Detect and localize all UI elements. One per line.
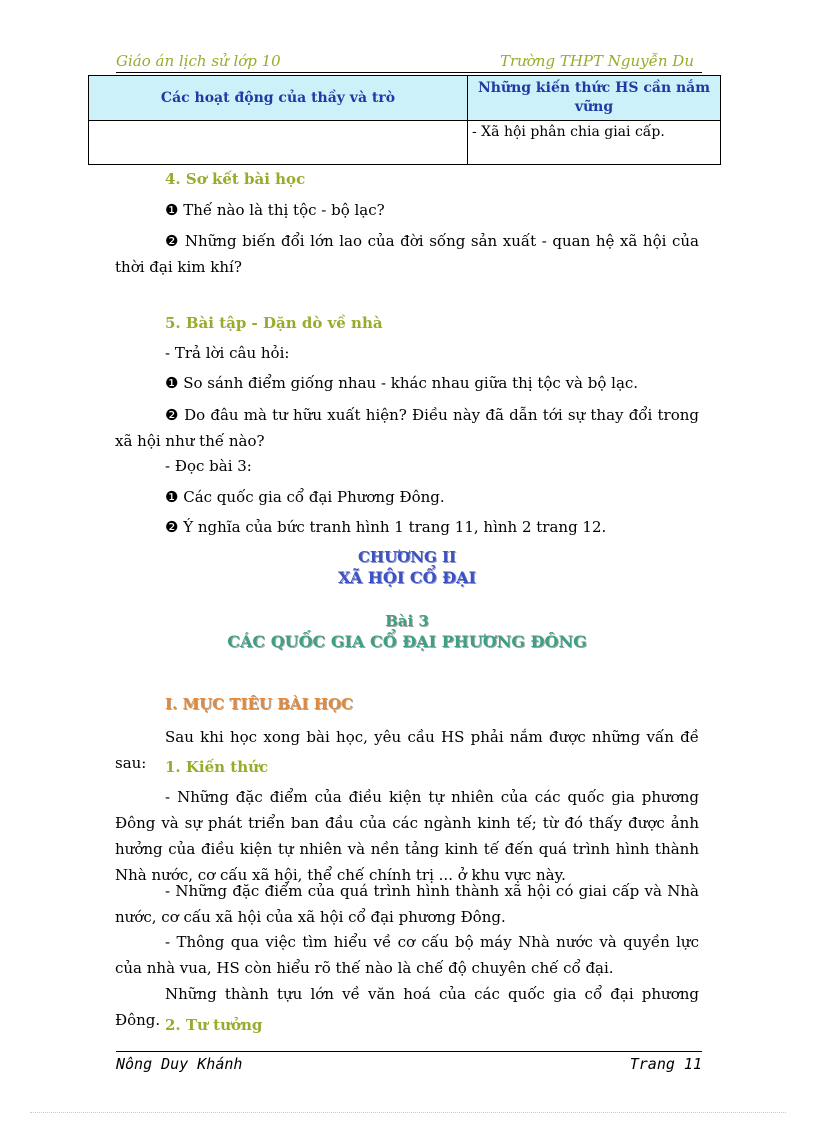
knowledge-subtitle: 1. Kiến thức [165, 758, 269, 776]
footer-page-number: Trang 11 [629, 1055, 702, 1073]
knowledge-paragraph-2: - Những đặc điểm của quá trình hình thành xã hội có giai cấp và Nhà nước, cơ cấu xã hội của xã hội cổ đại phương Đông. [115, 882, 699, 926]
page-footer [116, 1051, 702, 1078]
table-header-activities: Các hoạt động của thầy và trò [89, 76, 468, 121]
chapter-number: CHƯƠNG II [357, 548, 457, 566]
header-subject: Giáo án lịch sử lớp 10 [116, 52, 281, 70]
knowledge-paragraph-4: Những thành tựu lớn về văn hoá của các quốc gia cổ đại phương Đông. [115, 985, 699, 1029]
homework-question-2: ❷ Do đâu mà tư hữu xuất hiện? Điều này đã dẫn tới sự thay đổi trong xã hội như thế nào? [115, 406, 699, 450]
table-row [89, 121, 721, 165]
thought-subtitle: 2. Tư tưởng [165, 1016, 263, 1034]
page-header [116, 50, 702, 73]
table-cell-knowledge: - Xã hội phân chia giai cấp. [468, 121, 721, 165]
homework-line-read: - Đọc bài 3: [165, 457, 252, 475]
lesson-table [88, 75, 721, 165]
footer-author: Nông Duy Khánh [116, 1055, 243, 1073]
section-5-title: 5. Bài tập - Dặn dò về nhà [165, 314, 383, 332]
table-header-row [89, 76, 721, 121]
section-4-title: 4. Sơ kết bài học [165, 170, 306, 188]
table-cell-activities [89, 121, 468, 165]
knowledge-paragraph-1: - Những đặc điểm của điều kiện tự nhiên của các quốc gia phương Đông và sự phát triển ban đầu của các ngành kinh tế; từ đó thấy được ảnh hưởng của điều kiện tự nhiên và nền tảng kinh tế đến quá trình hình thành Nhà nước, cơ cấu xã hội, thể chế chính trị ... ở khu vực này. [115, 788, 699, 884]
homework-question-1: ❶ So sánh điểm giống nhau - khác nhau giữa thị tộc và bộ lạc. [165, 374, 639, 392]
summary-question-1: ❶ Thế nào là thị tộc - bộ lạc? [165, 201, 385, 219]
homework-read-2: ❷ Ý nghĩa của bức tranh hình 1 trang 11, hình 2 trang 12. [165, 518, 607, 536]
lesson-title: CÁC QUỐC GIA CỔ ĐẠI PHƯƠNG ĐÔNG [227, 632, 587, 651]
objectives-intro: Sau khi học xong bài học, yêu cầu HS phải nắm được những vấn đề sau: [115, 728, 699, 772]
knowledge-paragraph-3: - Thông qua việc tìm hiểu về cơ cấu bộ máy Nhà nước và quyền lực của nhà vua, HS còn hiểu rõ thế nào là chế độ chuyên chế cổ đại. [115, 933, 699, 977]
table-header-knowledge: Những kiến thức HS cần nắm vững [468, 76, 721, 121]
page-bottom-divider [30, 1112, 786, 1113]
part-1-title: I. MỤC TIÊU BÀI HỌC [165, 695, 353, 713]
lesson-number: Bài 3 [385, 612, 429, 630]
chapter-title: XÃ HỘI CỔ ĐẠI [337, 568, 477, 587]
header-school: Trường THPT Nguyễn Du [499, 52, 694, 70]
summary-question-2: ❷ Những biến đổi lớn lao của đời sống sản xuất - quan hệ xã hội của thời đại kim khí? [115, 232, 699, 276]
homework-read-1: ❶ Các quốc gia cổ đại Phương Đông. [165, 488, 445, 506]
homework-line-answer: - Trả lời câu hỏi: [165, 344, 290, 362]
